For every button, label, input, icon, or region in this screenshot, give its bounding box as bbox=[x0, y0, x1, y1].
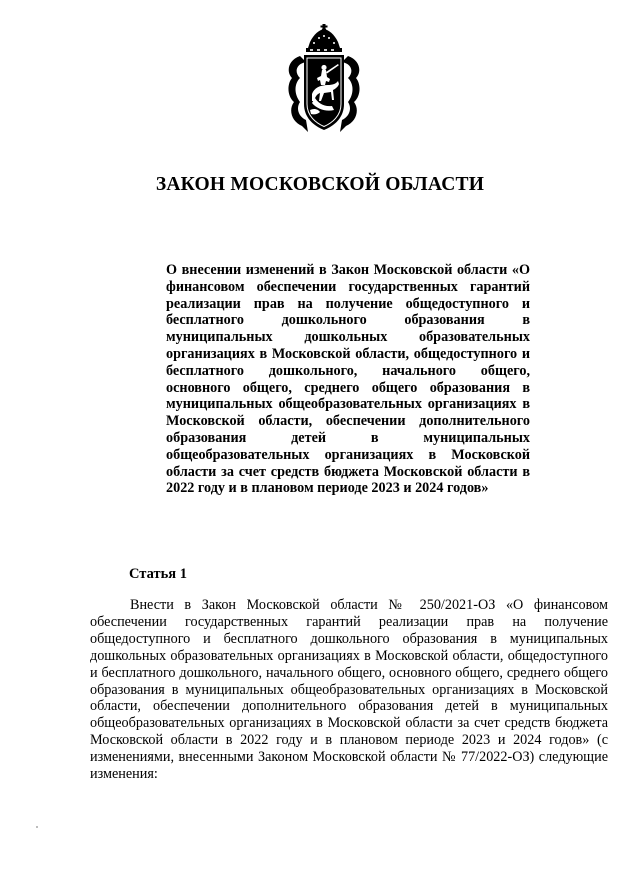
document-title: ЗАКОН МОСКОВСКОЙ ОБЛАСТИ bbox=[155, 174, 485, 195]
article-heading: Статья 1 bbox=[129, 566, 187, 582]
law-subject: О внесении изменений в Закон Московской области «О финансовом обеспечении государственных гарантий реализации прав на получение общедоступного и бесплатного дошкольного образования в муниципальных дошкольных образовательных организациях в Московской области, общедоступного и бесплатного дошкольного, начального общего, основного общего, среднего общего образования в муниципальных общеобразовательных организациях в Московской области, обеспечении дополнительного образования детей в муниципальных общеобразовательных организациях в Московской области за счет средств бюджета Московской области в 2022 году и в плановом периоде 2023 и 2024 годов» bbox=[166, 262, 530, 497]
scan-artifact bbox=[36, 826, 38, 828]
article-body: Внести в Закон Московской области № 250/2021-ОЗ «О финансовом обеспечении государственных гарантий реализации прав на получение общедоступного и бесплатного дошкольного образования в муниципальных дошкольных образовательных организациях в Московской области, общедоступного и бесплатного дошкольного, начального общего, основного общего, среднего общего образования в муниципальных общеобразовательных организациях в Московской области, обеспечении дополнительного образования детей в муниципальных общеобразовательных организациях в Московской области за счет средств бюджета Московской области в 2022 году и в плановом периоде 2023 и 2024 годов» (с изменениями, внесенными Законом Московской области № 77/2022-ОЗ) следующие изменения: bbox=[90, 597, 608, 783]
moscow-oblast-coat-of-arms-icon bbox=[284, 24, 364, 140]
